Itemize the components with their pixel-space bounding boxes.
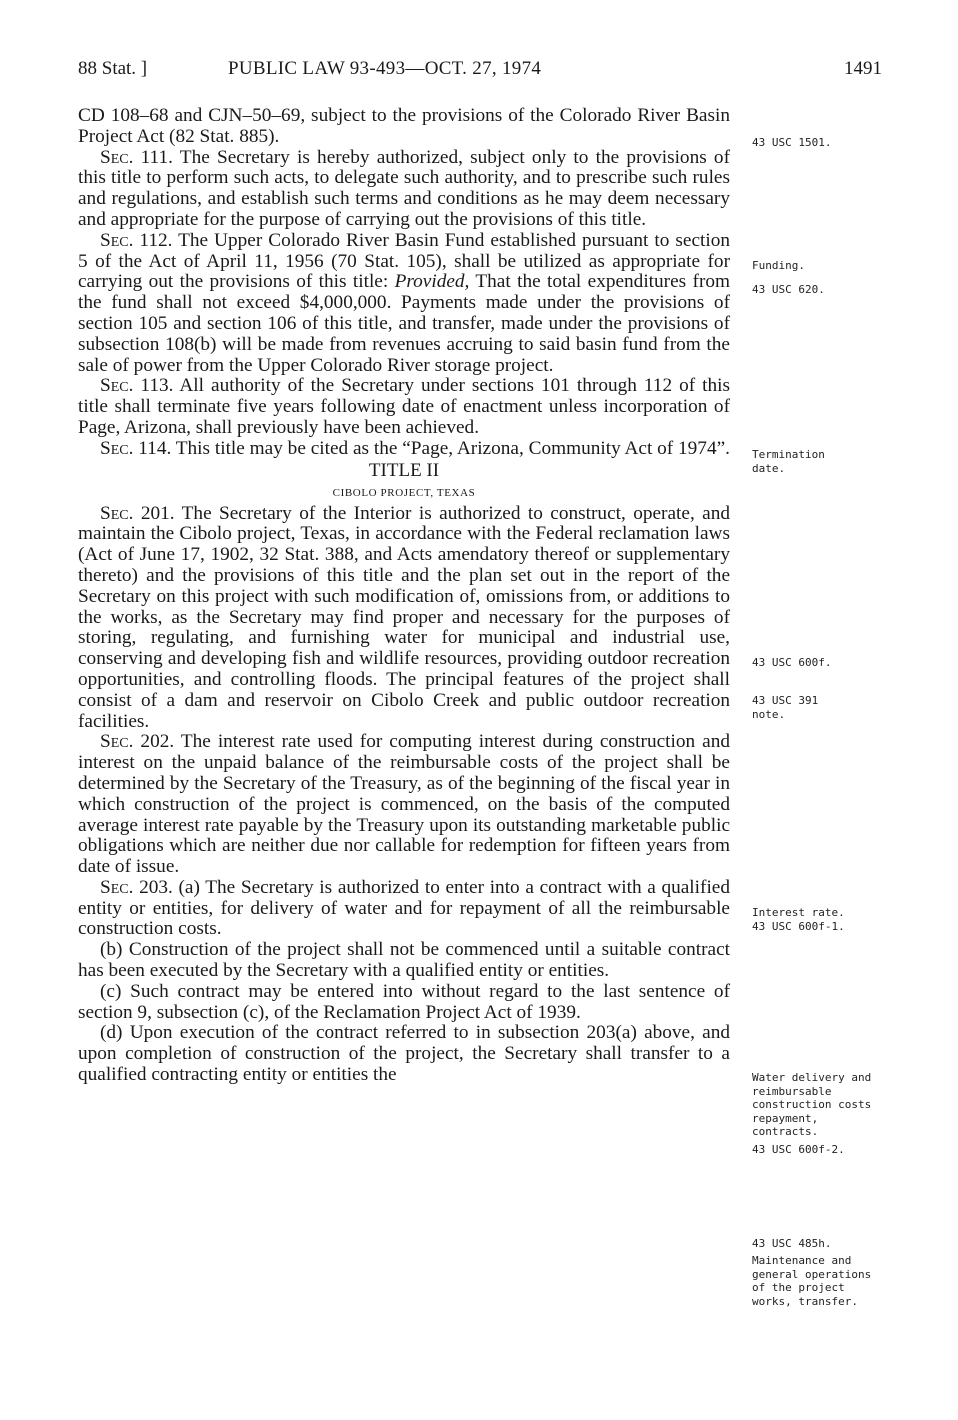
section-112 — [78, 231, 730, 377]
section-label: Sec. 111. — [100, 146, 173, 168]
section-text: The Secretary is hereby authorized, subject only to the provisions of this title to perform such acts, to delegate such authority, and to prescribe such rules and regulations, and establish such terms and conditions as he may deem necessary and appropriate for the purpose of carrying out the provisions of this title. — [78, 146, 730, 230]
margin-note: 43 USC 1501. — [752, 136, 832, 149]
margin-note: Funding. — [752, 259, 805, 272]
section-label: Sec. 112. — [100, 229, 173, 251]
section-label: Sec. 203. — [100, 876, 173, 898]
margin-note: 43 USC 600f. — [752, 656, 832, 669]
margin-note: 43 USC 620. — [752, 283, 825, 296]
paragraph-continuation: CD 108–68 and CJN–50–69, subject to the provisions of the Colorado River Basin Project Act (82 Stat. 885). — [78, 105, 730, 147]
margin-note: 43 USC 600f-2. — [752, 1143, 845, 1156]
section-text: This title may be cited as the “Page, Arizona, Community Act of 1974”. — [171, 437, 730, 459]
margin-note: 43 USC 600f-1. — [752, 920, 845, 933]
section-203c: (c) Such contract may be entered into without regard to the last sentence of section 9, subsection (c), of the Reclamation Project Act of 1939. — [78, 980, 730, 1023]
section-202 — [78, 732, 730, 878]
body-text — [78, 106, 730, 1086]
section-201 — [78, 504, 730, 733]
margin-note: Maintenance and general operations of the project works, transfer. — [752, 1254, 872, 1308]
section-203d: (d) Upon execution of the contract referred to in subsection 203(a) above, and upon completion of construction of the project, the Secretary shall transfer to a qualified contracting entity or entities the — [78, 1022, 730, 1086]
section-113 — [78, 376, 730, 438]
section-text: The Upper Colorado River Basin Fund established pursuant to section 5 of the Act of April 11, 1956 (70 Stat. 105), shall be utilized as appropriate for carrying out the provisions of this title: — [78, 229, 730, 293]
section-114 — [78, 439, 730, 460]
provided-term: Provided, — [394, 271, 470, 293]
section-label: Sec. 201. — [100, 502, 175, 524]
section-203a — [78, 878, 730, 940]
margin-note: Water delivery and reimbursable construction costs repayment, contracts. — [752, 1071, 872, 1139]
section-label: Sec. 114. — [100, 437, 172, 459]
section-text: That the total expenditures from the fund shall not exceed $4,000,000. Payments made under the provisions of section 105 and section 106 of this title, and transfer, made under the provisions of subsection 108(b) will be made from revenues accruing to said basin fund from the sale of power from the Upper Colorado River storage project. — [78, 271, 731, 376]
section-111 — [78, 148, 730, 231]
margin-note: Termination date. — [752, 448, 825, 475]
margin-note: Interest rate. — [752, 906, 845, 919]
section-label: Sec. 202. — [100, 731, 175, 753]
margin-note: 43 USC 485h. — [752, 1237, 832, 1250]
title-heading: TITLE II — [368, 459, 440, 481]
section-text: (a) The Secretary is authorized to enter into a contract with a qualified entity or entities, for delivery of water and for repayment of all the reimbursable construction costs. — [78, 876, 730, 940]
section-text: The interest rate used for computing interest during construction and interest on the unpaid balance of the reimbursable costs of the project shall be determined by the Secretary of the Treasury, as of the beginning of the fiscal year in which construction of the project is commenced, on the basis of the computed average interest rate payable by the Treasury upon its outstanding marketable public obligations which are neither due nor callable for redemption for fifteen years from date of issue. — [78, 731, 730, 878]
page-header — [78, 58, 882, 82]
margin-note: 43 USC 391 note. — [752, 694, 819, 721]
section-203b: (b) Construction of the project shall not be commenced until a suitable contract has been executed by the Secretary with a qualified entity or entities. — [78, 939, 730, 982]
page-number: 1491 — [844, 58, 882, 79]
section-label: Sec. 113. — [100, 375, 174, 397]
title-subheading: CIBOLO PROJECT, TEXAS — [332, 486, 476, 499]
section-text: The Secretary of the Interior is authorized to construct, operate, and maintain the Cibolo project, Texas, in accordance with the Federal reclamation laws (Act of June 17, 1902, 32 Stat. 388, and Acts amendatory thereof or supplementary thereto) and the provisions of this title and the plan set out in the report of the Secretary on this project with such modification of, omissions from, or additions to the works, as the Secretary may find proper and necessary for the purposes of storing, regulating, and furnishing water for municipal and industrial use, conserving and developing fish and wildlife resources, providing outdoor recreation opportunities, and controlling floods. The principal features of the project shall consist of a dam and reservoir on Cibolo Creek and public outdoor recreation facilities. — [78, 502, 731, 732]
law-title: PUBLIC LAW 93-493—OCT. 27, 1974 — [228, 58, 542, 79]
statute-reference: 88 Stat. ] — [78, 58, 148, 79]
section-text: All authority of the Secretary under sections 101 through 112 of this title shall terminate five years following date of enactment unless incorporation of Page, Arizona, shall previously have been achieved. — [78, 375, 730, 438]
